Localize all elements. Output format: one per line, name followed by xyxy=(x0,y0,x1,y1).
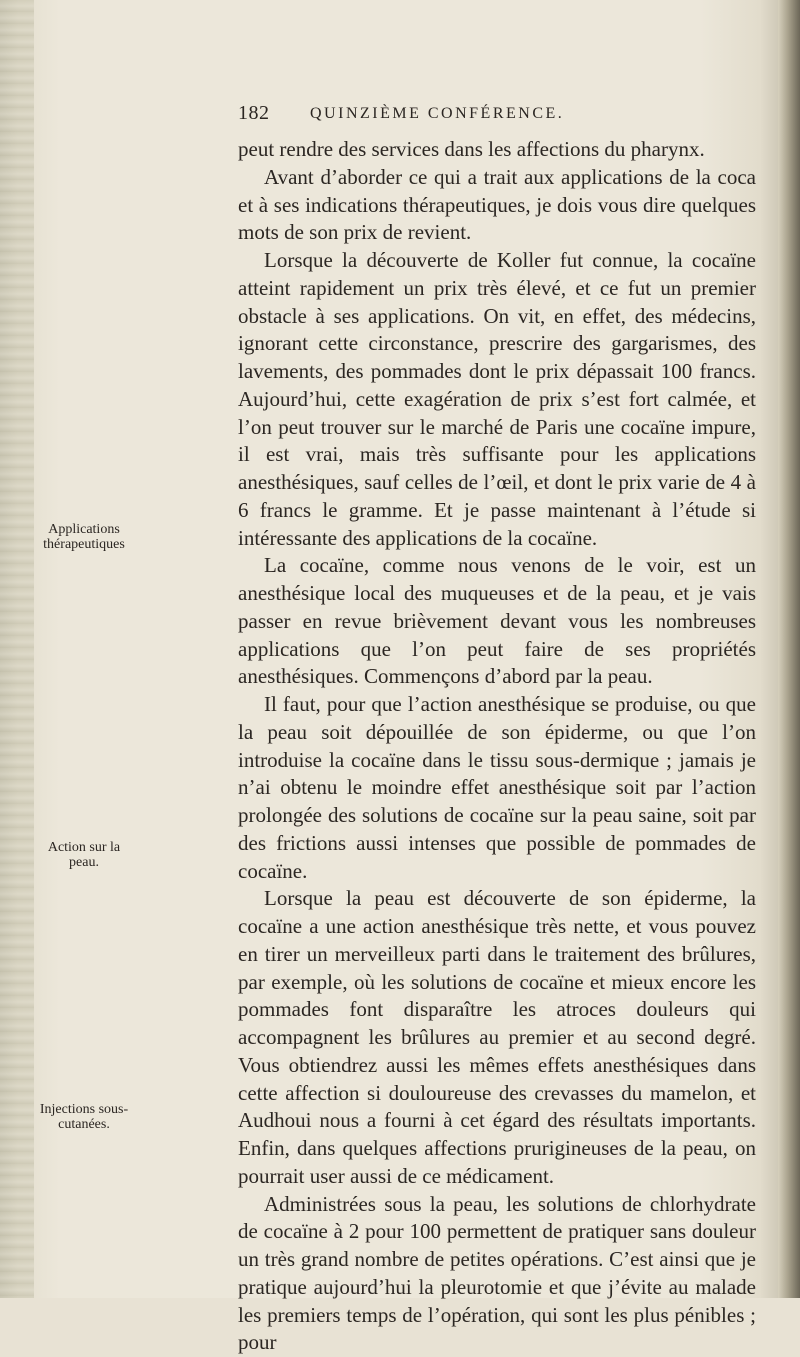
page-edge-shadow xyxy=(778,0,800,1298)
sidenote-applications: Applications thérapeutiques xyxy=(38,522,130,552)
paragraph: Avant d’aborder ce qui a trait aux applications de la coca et à ses indications thérapeutiques, je dois vous dire quelques mots de son prix de revient. xyxy=(238,164,756,247)
paragraph: Il faut, pour que l’action anesthésique se produise, ou que la peau soit dépouillée de son épiderme, ou que l’on introduise la cocaïne dans le tissu sous-dermique ; jamais je n’ai obtenu le moindre effet anesthésique soit par l’action prolongée des solutions de cocaïne sur la peau saine, soit par des frictions aussi intenses que possible de pommades de cocaïne. xyxy=(238,691,756,885)
paragraph: peut rendre des services dans les affections du pharynx. xyxy=(238,136,756,164)
page-gutter-shadow xyxy=(0,0,34,1298)
body-text xyxy=(238,136,756,1357)
page-header xyxy=(238,102,798,132)
paragraph: La cocaïne, comme nous venons de le voir, est un anesthésique local des muqueuses et de la peau, et je vais passer en revue brièvement devant vous les nombreuses applications que l’on peut faire de ses propriétés anesthésiques. Commençons d’abord par la peau. xyxy=(238,552,756,691)
paragraph: Lorsque la découverte de Koller fut connue, la cocaïne atteint rapidement un prix très élevé, et ce fut un premier obstacle à ses applications. On vit, en effet, des médecins, ignorant cette circonstance, prescrire des gargarismes, des lavements, des pommades dont le prix dépassait 100 francs. Aujourd’hui, cette exagération de prix s’est fort calmée, et l’on peut trouver sur le marché de Paris une cocaïne impure, il est vrai, mais très suffisante pour les applications anesthésiques, sauf celles de l’œil, et dont le prix varie de 4 à 6 francs le gramme. Et je passe maintenant à l’étude si intéressante des applications de la cocaïne. xyxy=(238,247,756,552)
paragraph: Lorsque la peau est découverte de son épiderme, la cocaïne a une action anesthésique très nette, et vous pouvez en tirer un merveilleux parti dans le traitement des brûlures, par exemple, où les solutions de cocaïne et mieux encore les pommades font disparaître les atroces douleurs qui accompagnent les brûlures au premier et au second degré. Vous obtiendrez aussi les mêmes effets anesthésiques dans cette affection si douloureuse des crevasses du mamelon, et Audhoui nous a fourni à cet égard des résultats importants. Enfin, dans quelques affections prurigineuses de la peau, on pourrait user aussi de ce médicament. xyxy=(238,885,756,1190)
running-title: QUINZIÈME CONFÉRENCE. xyxy=(310,105,564,123)
sidenote-injections: Injections sous-cutanées. xyxy=(38,1102,130,1132)
sidenote-action: Action sur la peau. xyxy=(38,840,130,870)
page-number: 182 xyxy=(238,102,270,125)
paragraph: Administrées sous la peau, les solutions de chlorhydrate de cocaïne à 2 pour 100 permettent de pratiquer sans douleur un très grand nombre de petites opérations. C’est ainsi que je pratique aujourd’hui la pleurotomie et que j’évite au malade les premiers temps de l’opération, qui sont les plus pénibles ; pour xyxy=(238,1191,756,1357)
